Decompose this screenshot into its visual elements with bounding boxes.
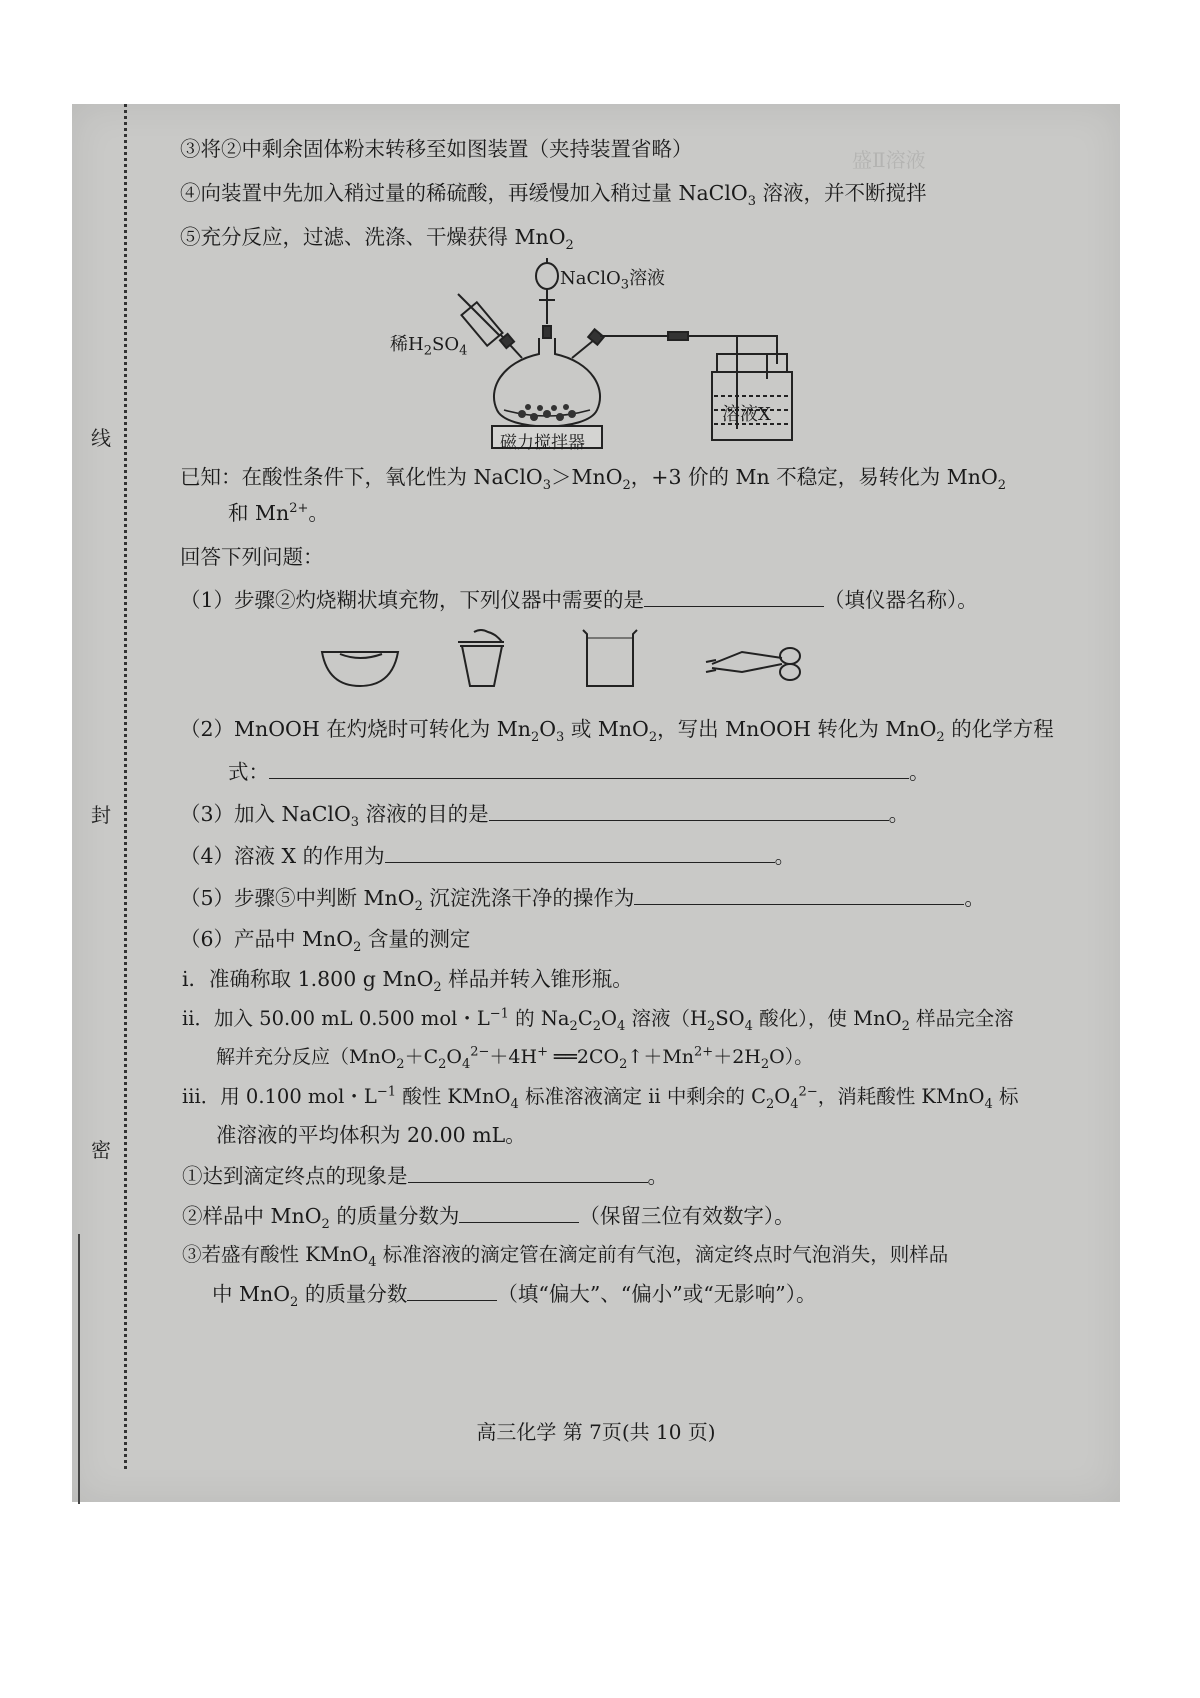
binding-dotted-line bbox=[124, 104, 127, 1469]
question-1: （1）步骤②灼烧糊状填充物，下列仪器中需要的是 （填仪器名称）。 bbox=[180, 588, 978, 612]
sub-question-3: ③若盛有酸性 KMnO$_4$ 标准溶液的滴定管在滴定前有气泡，滴定终点时气泡消失，则样品 bbox=[182, 1243, 949, 1270]
margin-mark-xian: 线 bbox=[91, 426, 111, 450]
answer-blank-5[interactable] bbox=[634, 884, 964, 905]
question-6: （6）产品中 MnO$_2$ 含量的测定 bbox=[180, 927, 471, 956]
question-3: （3）加入 NaClO$_3$ 溶液的目的是 。 bbox=[180, 802, 910, 831]
crucible-icon bbox=[458, 630, 504, 686]
answer-blank-8[interactable] bbox=[407, 1280, 497, 1301]
answer-blank-4[interactable] bbox=[385, 842, 775, 863]
stirrer-label: 磁力搅拌器 bbox=[500, 433, 585, 453]
funnel-label: NaClO$_3$溶液 bbox=[560, 268, 666, 293]
question-2-line-2: 式： 。 bbox=[228, 760, 930, 784]
step-ii: ii．加入 50.00 mL 0.500 mol・$L^{-1}$ 的 $Na_2C_2O_4$ 溶液（$H_2SO_4$ 酸化），使 MnO$_2$ 样品完全溶 bbox=[182, 1006, 1014, 1034]
bleed-through: 盛Ⅱ溶液 bbox=[852, 148, 926, 172]
step-5: ⑤充分反应，过滤、洗涤、干燥获得 MnO$_2$ bbox=[180, 225, 574, 254]
flask-solid bbox=[518, 404, 576, 421]
step-ii-line-2: 解并充分反应（$MnO_2+C_2O_4^{2-}+4H^+$ $══2CO_2↑+Mn^{2+}+2H_2O$）。 bbox=[216, 1044, 814, 1072]
question-2: （2）MnOOH 在灼烧时可转化为 $Mn_2O_3$ 或 MnO$_2$，写出 MnOOH 转化为 MnO$_2$ 的化学方程 bbox=[180, 717, 1054, 746]
beaker-icon bbox=[583, 630, 637, 686]
bottle-label: 溶液X bbox=[722, 404, 771, 425]
margin-mark-mi: 密 bbox=[91, 1138, 111, 1162]
gas-tube bbox=[588, 329, 777, 364]
answer-blank-7[interactable] bbox=[459, 1202, 579, 1223]
known-line-1: 已知：在酸性条件下，氧化性为 NaClO$_3$＞MnO$_2$，+3 价的 Mn 不稳定，易转化为 MnO$_2$ bbox=[180, 465, 1007, 494]
answer-blank-6[interactable] bbox=[408, 1162, 648, 1183]
margin-mark-feng: 封 bbox=[91, 803, 111, 827]
answer-blank-3[interactable] bbox=[489, 800, 889, 821]
sub-question-1: ①达到滴定终点的现象是 。 bbox=[182, 1164, 668, 1188]
step-i: i．准确称取 1.800 g MnO$_2$ 样品并转入锥形瓶。 bbox=[182, 967, 633, 996]
step-iii-line-2: 准溶液的平均体积为 20.00 mL。 bbox=[216, 1123, 526, 1147]
separatory-funnel bbox=[536, 258, 558, 338]
gas-washing-bottle bbox=[712, 354, 792, 440]
sub-question-2: ②样品中 MnO$_2$ 的质量分数为 （保留三位有效数字）。 bbox=[182, 1204, 795, 1233]
answer-blank-1[interactable] bbox=[644, 586, 824, 607]
acid-label: 稀$H_2SO_4$ bbox=[390, 334, 468, 359]
evaporating-dish-icon bbox=[322, 652, 398, 686]
step-4: ④向装置中先加入稍过量的稀硫酸，再缓慢加入稍过量 NaClO$_3$ 溶液，并不断搅拌 bbox=[180, 181, 927, 210]
binding-solid-line bbox=[78, 1234, 80, 1504]
answer-blank-2[interactable] bbox=[269, 758, 909, 779]
question-4: （4）溶液 X 的作用为 。 bbox=[180, 844, 796, 868]
step-3: ③将②中剩余固体粉末转移至如图装置（夹持装置省略） bbox=[180, 137, 693, 161]
exam-page bbox=[72, 104, 1120, 1502]
answer-prompt: 回答下列问题： bbox=[180, 545, 324, 569]
crucible-tongs-icon bbox=[706, 648, 800, 680]
question-5: （5）步骤⑤中判断 MnO$_2$ 沉淀洗涤干净的操作为 。 bbox=[180, 886, 985, 915]
page-footer: 高三化学 第 7页(共 10 页) bbox=[476, 1420, 716, 1444]
known-line-2: 和 $Mn^{2+}$。 bbox=[228, 501, 329, 525]
instruments-row bbox=[312, 624, 832, 704]
step-iii: iii．用 0.100 mol・$L^{-1}$ 酸性 KMnO$_4$ 标准溶液滴定 ii 中剩余的 $C_2O_4^{2-}$，消耗酸性 KMnO$_4$ 标 bbox=[182, 1084, 1019, 1112]
sub-question-3-line-2: 中 MnO$_2$ 的质量分数 （填“偏大”、“偏小”或“无影响”）。 bbox=[212, 1282, 817, 1311]
